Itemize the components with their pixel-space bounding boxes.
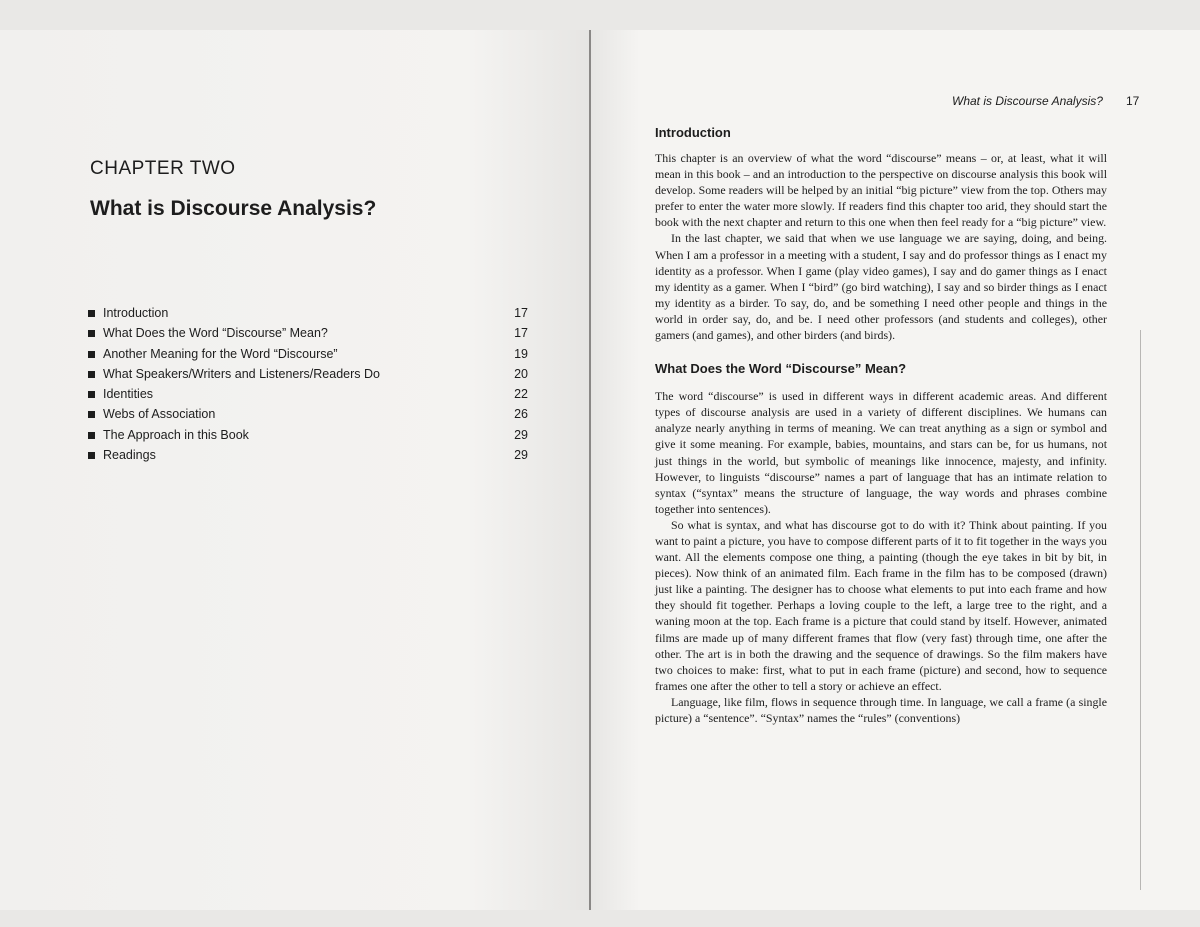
paragraph: Language, like film, flows in sequence through time. In language, we call a frame (a single picture) a “sentence”. “Syntax” names the “rules” (conventions) [655,694,1107,725]
toc-item-page: 29 [514,427,528,442]
paragraph: So what is syntax, and what has discourse got to do with it? Think about painting. If you want to paint a picture, you have to compose different parts of it to fit together in the ways you want. All the elements compose one thing, a painting (though the eye takes in bit by bit, in pieces). Now think of an animated film. Each frame in the film has to be composed (drawn) just like a painting. The designer has to choose what elements to put into each frame and how they should fit together. Perhaps a loving couple to the left, a large tree to the right, and a waning moon at the top. Each frame is a picture that could stand by itself. However, animated films are made up of many different frames that flow (very fast) through time, one after the other. The art is in both the drawing and the sequence of drawings. So the film makers have two choices to make: first, what to put in each frame (picture) and second, how to sequence frames one after the other to tell a story or achieve an effect. [655,517,1107,693]
toc-item-page: 26 [514,407,528,422]
toc-item-label: Webs of Association [103,407,216,422]
toc-item [88,344,528,364]
toc-item-page: 17 [514,306,528,320]
toc-item-label: Introduction [103,306,169,320]
toc-item-page: 29 [514,448,528,463]
left-page [0,30,590,910]
section-heading-introduction: Introduction [655,125,731,140]
square-bullet-icon [88,330,95,337]
toc-item-page: 17 [514,326,528,341]
toc-item-label: The Approach in this Book [103,427,249,442]
square-bullet-icon [88,391,95,398]
toc-item-label: Readings [103,448,156,463]
paragraph: The word “discourse” is used in different ways in different academic areas. And different types of discourse analysis are used in a variety of different disciplines. We humans can analyze nearly anything in terms of meaning. We can treat anything as a sign or symbol and give it some meaning. For example, babies, mountains, and stars can be, for us humans, not just things in the world, but symbolic of meanings like innocence, majesty, and infinity. However, to linguists “discourse” names a part of language that has an intimate relation to syntax (“syntax” means the structure of language, the way words and phrases combine together into sentences). [655,389,1107,516]
toc-item-label: What Speakers/Writers and Listeners/Readers Do [103,366,380,381]
toc-item [88,364,528,384]
square-bullet-icon [88,411,95,418]
square-bullet-icon [88,452,95,459]
chapter-label: CHAPTER TWO [90,158,236,179]
toc-item [88,425,528,445]
chapter-contents-list [88,303,528,465]
toc-item-label: What Does the Word “Discourse” Mean? [103,326,328,341]
toc-item-page: 20 [514,366,528,381]
toc-item [88,404,528,424]
toc-item [88,384,528,404]
right-page-body [655,124,1107,726]
chapter-title: What is Discourse Analysis? [90,197,377,220]
square-bullet-icon [88,432,95,439]
toc-item [88,323,528,343]
paragraph: This chapter is an overview of what the word “discourse” means – or, at least, what it will mean in this book – and an introduction to the perspective on discourse analysis this book will develop. Some readers will be helped by an initial “big picture” view from the top. Others may prefer to enter the water more slowly. If readers find this chapter too arid, they should start the book with the next chapter and return to this one when then feel ready for a “big picture” view. [655,151,1107,230]
toc-item-label: Another Meaning for the Word “Discourse” [103,346,338,361]
page-number: 17 [1126,94,1140,108]
paragraph: In the last chapter, we said that when we use language we are saying, doing, and being. When I am a professor in a meeting with a student, I say and do professor things as I enact my identity as a professor. When I game (play video games), I say and do gamer things as I enact my identity as a gamer. When I “bird” (go bird watching), I say and so birder things as I enact my identity as a birder. To say, do, and be something I need other people and things in the world in order say, do, and be. I need other professors (and students and colleges), other gamers (and games), and other birders (and birds). [655,231,1107,343]
toc-item [88,303,528,323]
page-edge-line [1140,330,1141,890]
section-heading-discourse-meaning: What Does the Word “Discourse” Mean? [655,361,907,377]
toc-item-label: Identities [103,387,154,402]
square-bullet-icon [88,371,95,378]
toc-item [88,445,528,465]
square-bullet-icon [88,310,95,317]
toc-item-page: 22 [514,387,528,402]
square-bullet-icon [88,351,95,358]
toc-item-page: 19 [514,346,528,361]
running-head-title: What is Discourse Analysis? [952,94,1103,108]
